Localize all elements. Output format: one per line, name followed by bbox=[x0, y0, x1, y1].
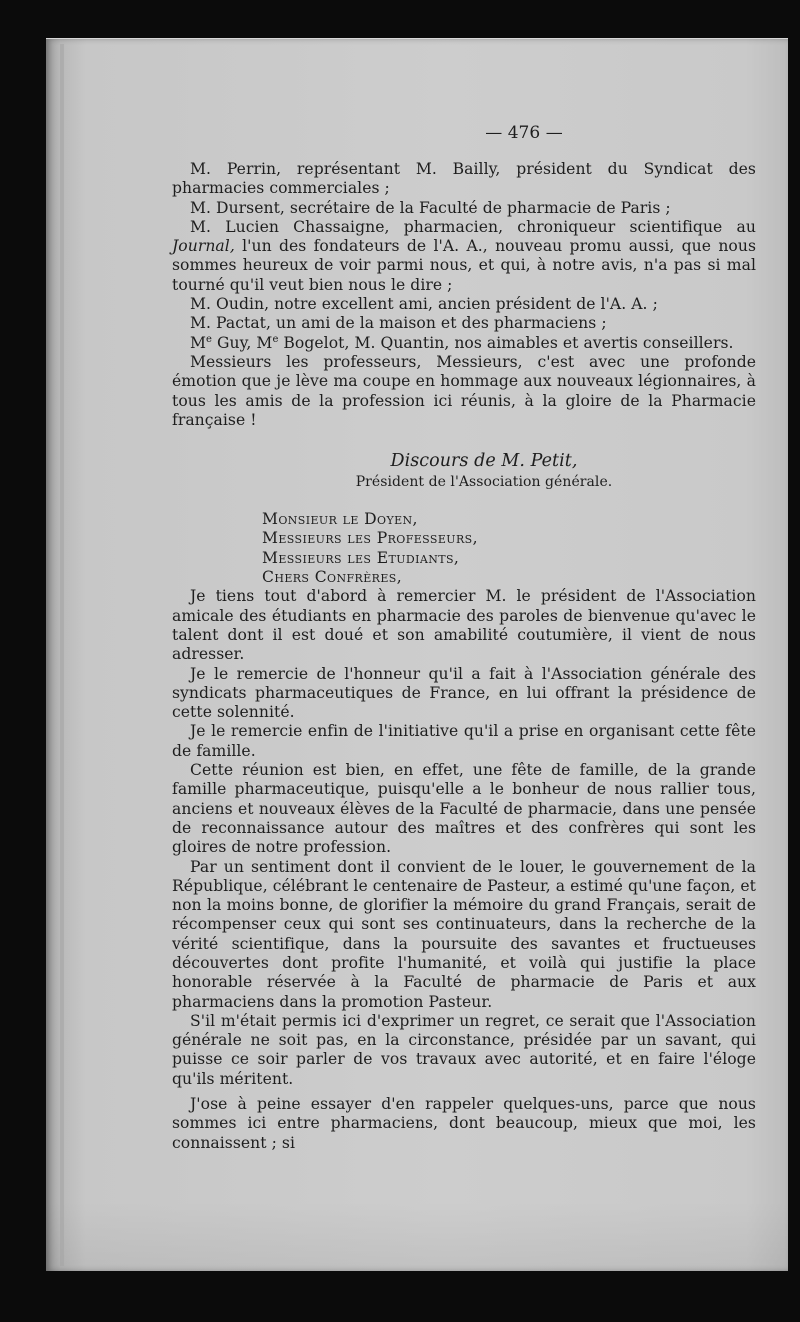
attendee-line-guy bbox=[172, 334, 756, 353]
salutation-doyen: Monsieur le Doyen, bbox=[262, 510, 418, 529]
speech-subtitle: Président de l'Association générale. bbox=[355, 474, 613, 491]
attendee-line-oudin: M. Oudin, notre excellent ami, ancien président de l'A. A. ; bbox=[190, 295, 658, 314]
salutation-list bbox=[262, 510, 756, 587]
speech-paragraph: Cette réunion est bien, en effet, une fête de famille, de la grande famille pharmaceutique, puisqu'elle a le bonheur de nous rallier tous, anciens et nouveaux élèves de la Faculté de pharmacie, dans une pensée de reconnaissance autour des maîtres et des confrères qui sont les gloires de notre profession. bbox=[172, 761, 756, 857]
speech-paragraph: Par un sentiment dont il convient de le louer, le gouvernement de la République, célébrant le centenaire de Pasteur, a estimé qu'une façon, et non la moins bonne, de glorifier la mémoire du grand Français, serait de récompenser ceux qui sont ses continuateurs, dans la recherche de la vérité scientifique, dans la poursuite des savantes et fructueuses découvertes dont profite l'humanité, et voilà qui justifie la place honorable réservée à la Faculté de pharmacie de Paris et aux pharmaciens dans la promotion Pasteur. bbox=[172, 857, 756, 1011]
speech-title: Discours de M. Petit, bbox=[390, 451, 578, 472]
attendee-line-pactat: M. Pactat, un ami de la maison et des pharmaciens ; bbox=[190, 314, 607, 333]
chassaigne-text-b: l'un des fondateurs de l'A. A., nouveau promu aussi, que nous sommes heureux de voir parmi nous, et qui, à notre avis, n'a pas si mal tourné qu'il veut bien nous le dire ; bbox=[172, 237, 756, 294]
attendee-line-perrin: M. Perrin, représentant M. Bailly, président du Syndicat des pharmacies commerciales ; bbox=[172, 160, 756, 198]
guy-text-b: Guy, M bbox=[212, 333, 273, 352]
journal-title: Journal, bbox=[172, 237, 235, 256]
salutation-etudiants: Messieurs les Etudiants, bbox=[262, 548, 460, 567]
speech-paragraph: J'ose à peine essayer d'en rappeler quelques-uns, parce que nous sommes ici entre pharmaciens, dont beaucoup, mieux que moi, les connaissent ; si bbox=[172, 1095, 756, 1152]
page-shadow bbox=[46, 1201, 788, 1271]
salutation-confreres: Chers Confrères, bbox=[262, 568, 403, 587]
speech-paragraph: Je le remercie de l'honneur qu'il a fait à l'Association générale des syndicats pharmaceutiques de France, en lui offrant la présidence de cette solennité. bbox=[172, 664, 756, 722]
toast-paragraph: Messieurs les professeurs, Messieurs, c'est avec une profonde émotion que je lève ma coupe en hommage aux nouveaux légionnaires, à tous les amis de la profession ici réunis, à la gloire de la Pharmacie française ! bbox=[172, 352, 756, 429]
speech-paragraph: Je le remercie enfin de l'initiative qu'il a prise en organisant cette fête de famille. bbox=[172, 722, 756, 760]
guy-sup-2: e bbox=[272, 333, 279, 345]
guy-text-a: M bbox=[190, 333, 207, 352]
salutation-professeurs: Messieurs les Professeurs, bbox=[262, 529, 478, 548]
speech-paragraph: S'il m'était permis ici d'exprimer un regret, ce serait que l'Association générale ne soit pas, en la circonstance, présidée par un savant, qui puisse ce soir parler de vos travaux avec autorité, et en faire l'éloge qu'ils méritent. bbox=[172, 1011, 756, 1088]
guy-sup-1: e bbox=[206, 333, 212, 345]
page-binding-edge bbox=[60, 44, 64, 1266]
attendee-line-dursent: M. Dursent, secrétaire de la Faculté de pharmacie de Paris ; bbox=[190, 198, 671, 217]
page-number: — 476 — bbox=[485, 123, 563, 143]
chassaigne-text-a: M. Lucien Chassaigne, pharmacien, chroniqueur scientifique au bbox=[190, 217, 756, 236]
attendee-line-chassaigne bbox=[172, 218, 756, 295]
speech-paragraph: Je tiens tout d'abord à remercier M. le président de l'Association amicale des étudiants en pharmacie des paroles de bienvenue qu'avec le talent dont il est doué et son amabilité coutumière, il vient de nous adresser. bbox=[172, 587, 756, 664]
guy-text-c: Bogelot, M. Quantin, nos aimables et avertis conseillers. bbox=[278, 333, 734, 352]
page-text bbox=[172, 122, 756, 1153]
